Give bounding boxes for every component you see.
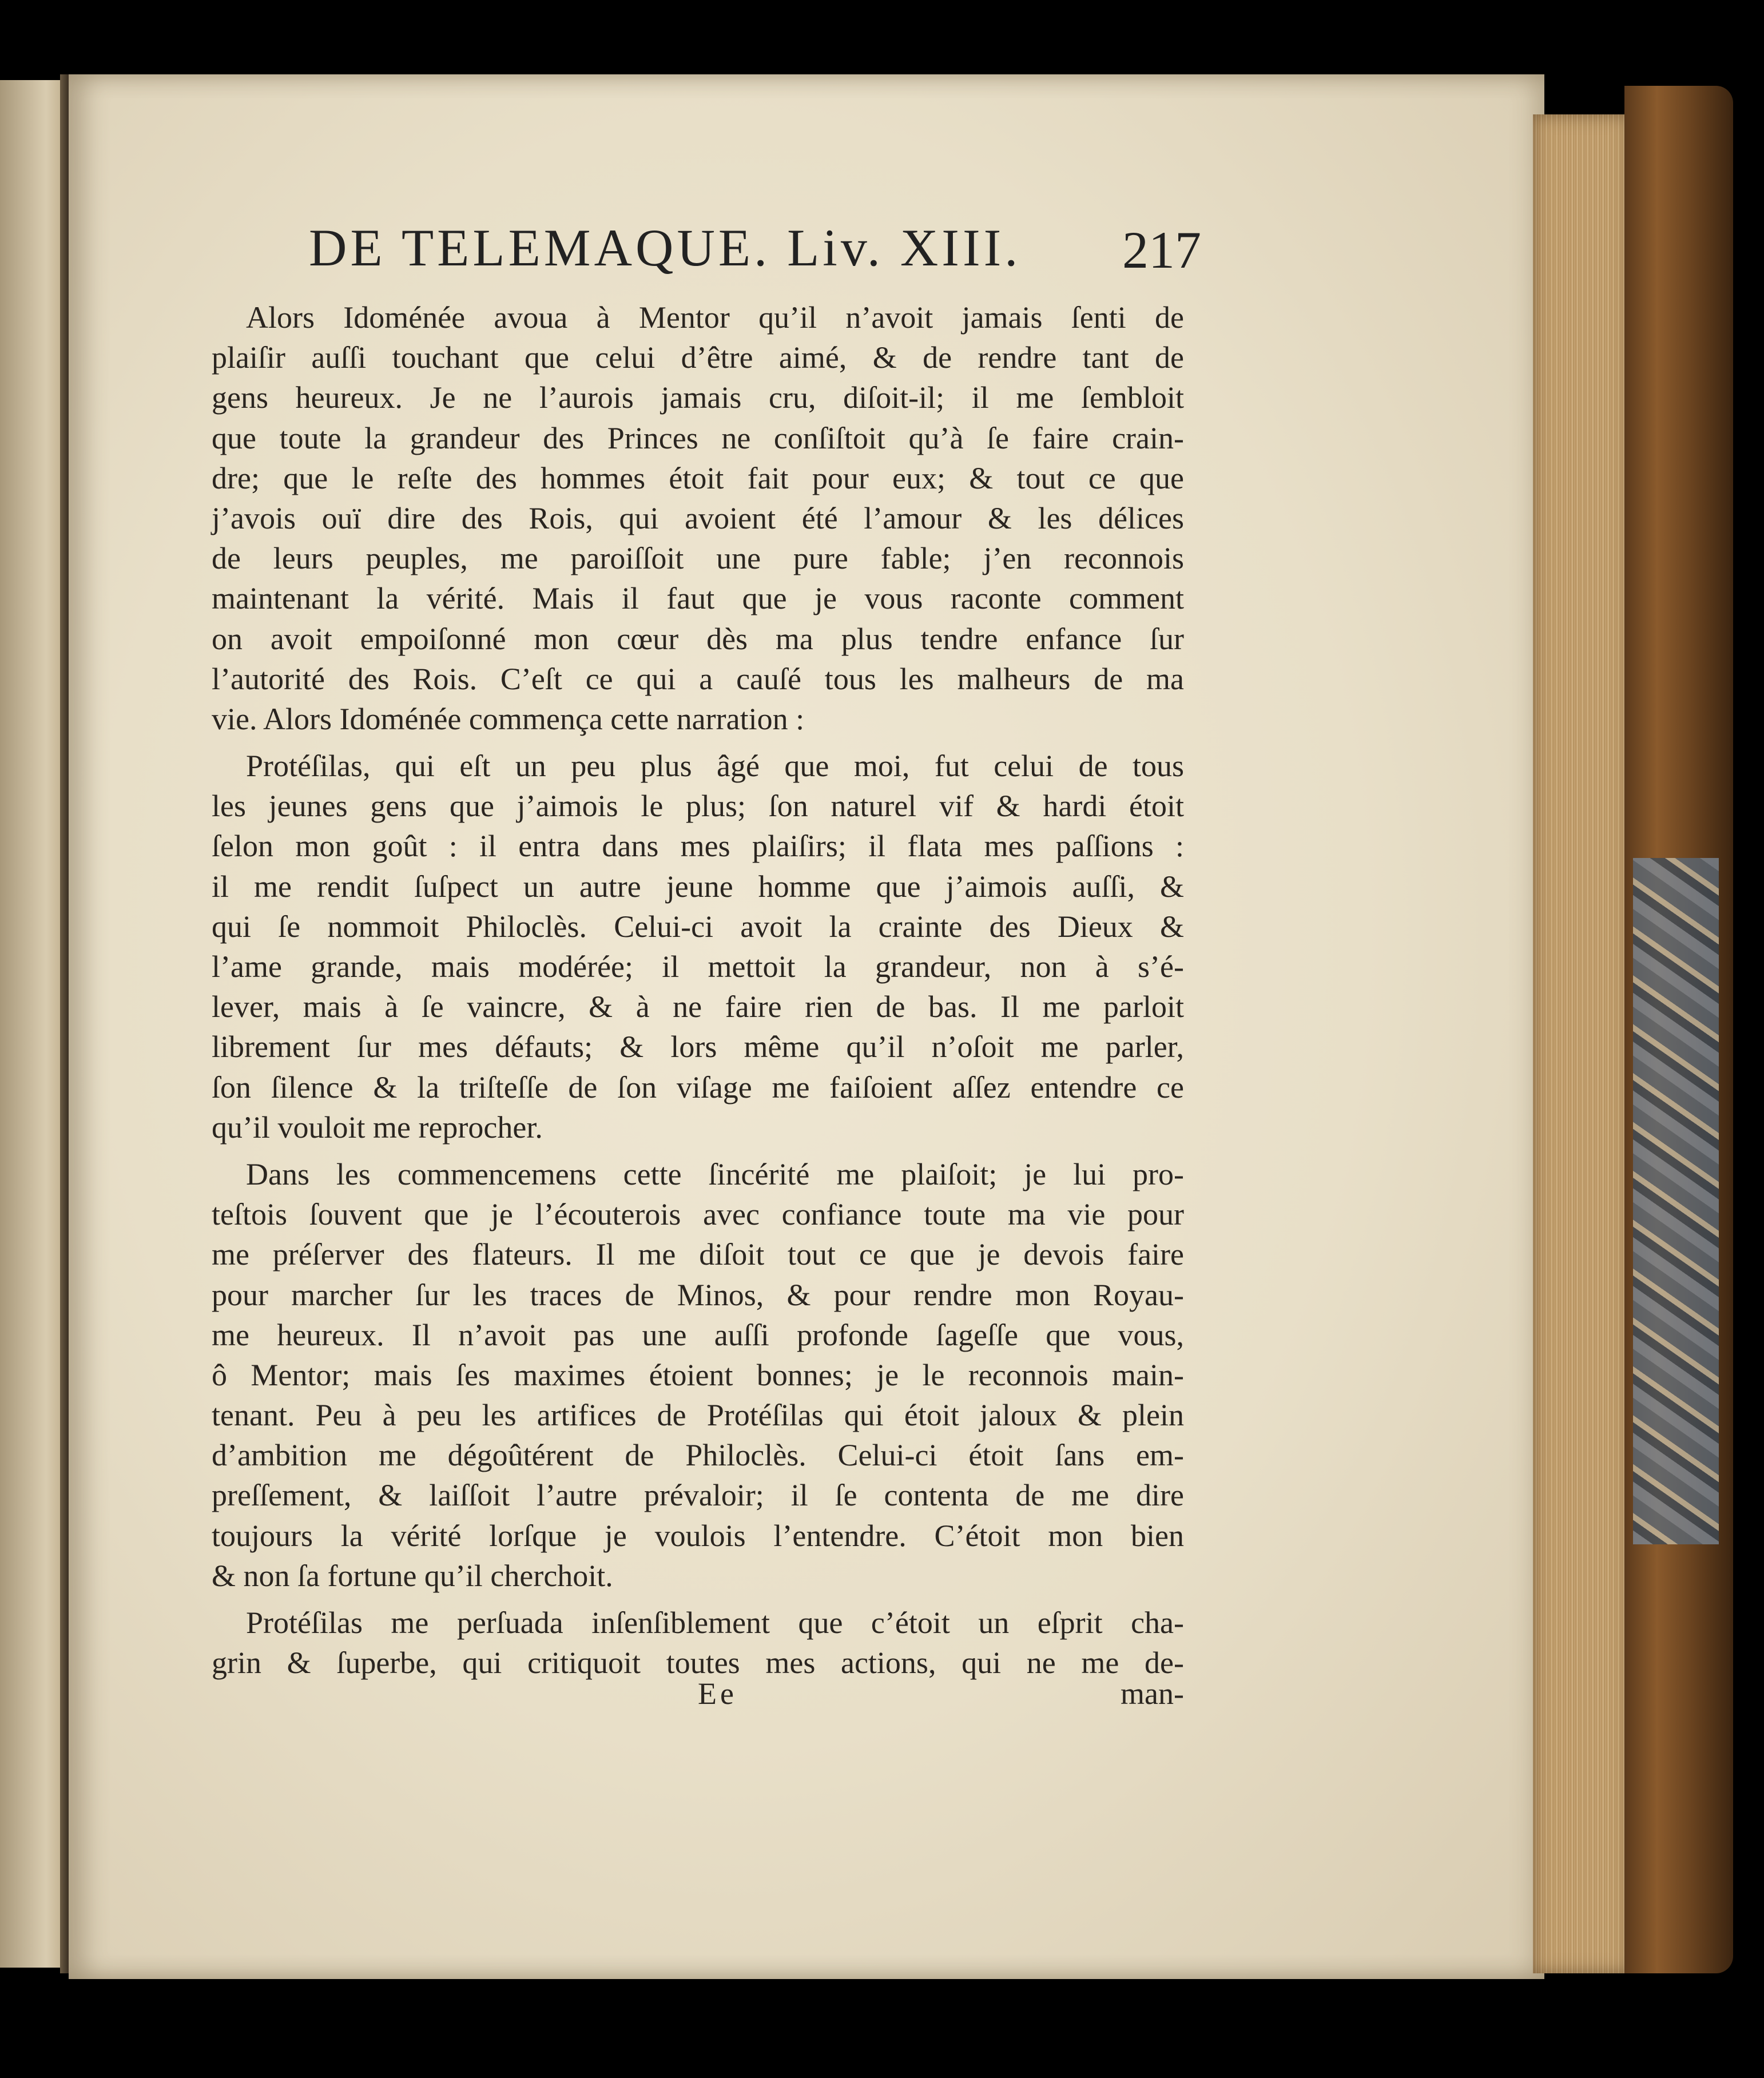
text-line: preſſement, & laiſſoit l’autre prévaloir; il ſe contenta de me dire	[212, 1478, 1184, 1513]
page-footer	[212, 1676, 1184, 1722]
text-line: que toute la grandeur des Princes ne conſiſtoit qu’à ſe faire crain-	[212, 420, 1184, 455]
text-line: ô Mentor; mais ſes maximes étoient bonnes; je le reconnois main-	[212, 1357, 1184, 1392]
paragraph	[212, 1154, 1184, 1596]
text-line: librement ſur mes défauts; & lors même qu’il n’oſoit me parler,	[212, 1030, 1184, 1064]
text-line: grin & ſuperbe, qui critiquoit toutes mes actions, qui ne me de-	[212, 1646, 1184, 1680]
text-line: dre; que le reſte des hommes étoit fait pour eux; & tout ce que	[212, 460, 1184, 495]
text-line: vie. Alors Idoménée commença cette narration :	[212, 701, 805, 736]
text-line: lever, mais à ſe vaincre, & à ne faire rien de bas. Il me parloit	[212, 990, 1184, 1024]
page-number: 217	[1122, 221, 1201, 279]
text-line: on avoit empoiſonné mon cœur dès ma plus tendre enfance ſur	[212, 621, 1184, 656]
text-line: qui ſe nommoit Philoclès. Celui-ci avoit la crainte des Dieux &	[212, 909, 1184, 944]
paragraph	[212, 297, 1184, 739]
body-text	[212, 297, 1184, 1683]
text-line: Protéſilas me perſuada inſenſiblement que c’étoit un eſprit cha-	[246, 1606, 1184, 1640]
text-line: & non ſa fortune qu’il cherchoit.	[212, 1558, 613, 1593]
signature-mark: Ee	[698, 1676, 737, 1711]
text-line: pour marcher ſur les traces de Minos, & pour rendre mon Royau-	[212, 1277, 1184, 1312]
paragraph	[212, 1603, 1184, 1683]
text-line: gens heureux. Je ne l’aurois jamais cru, diſoit-il; il me ſembloit	[212, 380, 1184, 415]
page-header	[309, 217, 1201, 286]
text-line: les jeunes gens que j’aimois le plus; ſon naturel vif & hardi étoit	[212, 789, 1184, 824]
paragraph	[212, 746, 1184, 1147]
text-line: l’autorité des Rois. C’eſt ce qui a cauſé tous les malheurs de ma	[212, 661, 1184, 696]
text-line: d’ambition me dégoûtérent de Philoclès. Celui-ci étoit ſans em-	[212, 1438, 1184, 1473]
text-line: toujours la vérité lorſque je voulois l’entendre. C’étoit mon bien	[212, 1518, 1184, 1553]
catchword: man-	[1121, 1676, 1184, 1711]
text-line: l’ame grande, mais modérée; il mettoit la grandeur, non à s’é-	[212, 949, 1184, 984]
text-line: me heureux. Il n’avoit pas une auſſi profonde ſageſſe que vous,	[212, 1317, 1184, 1352]
text-line: ſon ſilence & la triſteſſe de ſon viſage me faiſoient aſſez entendre ce	[212, 1070, 1184, 1104]
text-line: de leurs peuples, me paroiſſoit une pure fable; j’en reconnois	[212, 541, 1184, 576]
text-line: teſtois ſouvent que je l’écouterois avec confiance toute ma vie pour	[212, 1197, 1184, 1232]
text-line: Dans les commencemens cette ſincérité me plaiſoit; je lui pro-	[246, 1157, 1184, 1191]
text-line: j’avois ouï dire des Rois, qui avoient été l’amour & les délices	[212, 500, 1184, 535]
facing-page-edge	[0, 80, 66, 1968]
text-line: plaiſir auſſi touchant que celui d’être aimé, & de rendre tant de	[212, 340, 1184, 375]
text-line: ſelon mon goût : il entra dans mes plaiſirs; il flata mes paſſions :	[212, 829, 1184, 864]
text-line: maintenant la vérité. Mais il faut que je vous raconte comment	[212, 581, 1184, 616]
running-title: DE TELEMAQUE. Liv. XIII.	[309, 218, 1022, 277]
page-fore-edge	[1533, 114, 1630, 1973]
text-line: il me rendit ſuſpect un autre jeune homme que j’aimois auſſi, &	[212, 869, 1184, 904]
text-line: tenant. Peu à peu les artifices de Protéſilas qui étoit jaloux & plein	[212, 1398, 1184, 1433]
text-line: qu’il vouloit me reprocher.	[212, 1110, 543, 1145]
marbled-endpaper	[1633, 858, 1719, 1544]
text-line: Alors Idoménée avoua à Mentor qu’il n’avoit jamais ſenti de	[246, 300, 1184, 335]
text-line: Protéſilas, qui eſt un peu plus âgé que moi, fut celui de tous	[246, 749, 1184, 784]
text-line: me préſerver des flateurs. Il me diſoit tout ce que je devois faire	[212, 1237, 1184, 1272]
